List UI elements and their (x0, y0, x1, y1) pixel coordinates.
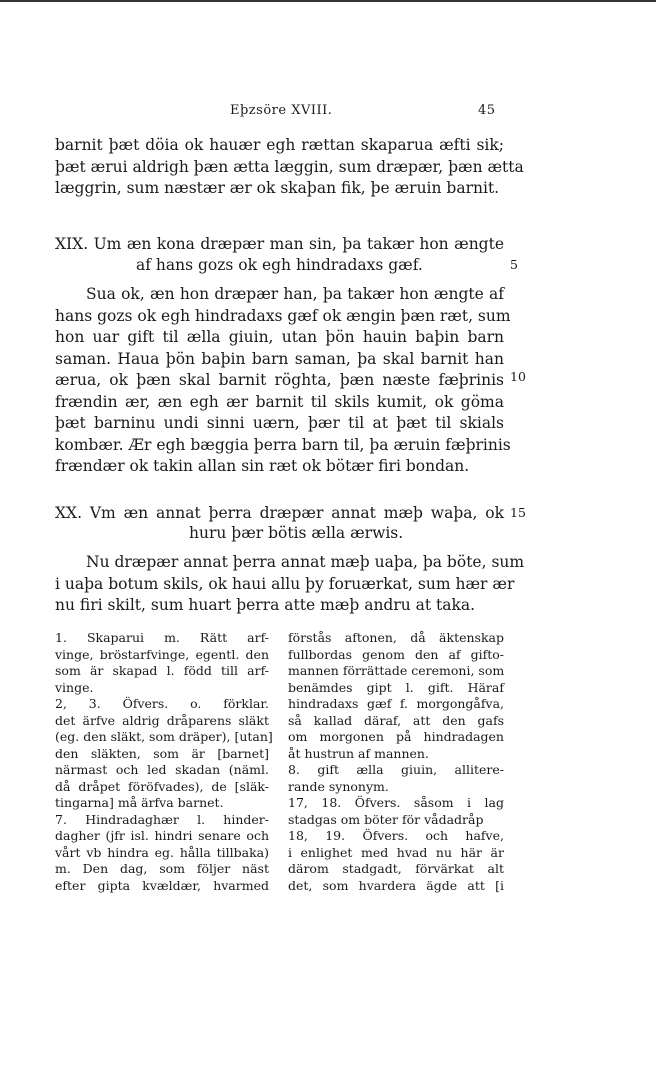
text-line: Nu dræpær annat þerra annat mæþ uaþa, þa böte, sum (86, 553, 525, 571)
footnote-line: som är skapad l. född till arf- (55, 663, 269, 678)
footnote-line: mannen förrättade ceremoni, som (288, 663, 505, 678)
footnotes-right-column (288, 630, 504, 894)
footnote-line: åt hustrun af mannen. (288, 745, 429, 761)
page-number: 45 (478, 103, 496, 118)
footnote-line: 1. Skaparui m. Rätt arf- (55, 630, 269, 645)
heading-text: XIX. Um æn kona dræpær man sin, þa takær hon ængte (55, 235, 504, 253)
text-line: frændær ok takin allan sin ræt ok bötær firi bondan. (55, 457, 470, 475)
text-line: þæt ærui aldrigh þæn ætta læggin, sum dræpær, þæn ætta (55, 157, 524, 176)
footnote-line: hindradaxs gæf f. morgongåfva, (288, 696, 504, 711)
footnote-line: det ärfve aldrig dråparens släkt (55, 712, 269, 728)
footnote-line: m. Den dag, som följer näst (55, 861, 269, 876)
footnote-line: 8. gift ælla giuin, allitere- (288, 762, 504, 777)
heading-text: XX. Vm æn annat þerra dræpær annat mæþ waþa, ok (55, 504, 504, 522)
text-line: hans gozs ok egh hindradaxs gæf ok ængin þæn ræt, sum (55, 306, 511, 325)
footnote-line: om morgonen på hindradagen (288, 729, 504, 744)
footnote-line: vinge. (55, 679, 94, 695)
footnote-line: 7. Hindradaghær l. hinder- (55, 811, 269, 827)
footnote-line: benämdes gipt l. gift. Häraf (288, 679, 504, 695)
footnote-line: därom stadgadt, förvärkat alt (288, 861, 504, 876)
text-line: kombær. Ær egh bæggia þerra barn til, þa æruin fæþrinis (55, 435, 511, 454)
footnote-line: det, som hvardera ägde att [i (288, 877, 504, 893)
line-number-5: 5 (510, 257, 518, 272)
footnote-line: den släkten, som är [barnet] (55, 745, 269, 761)
footnotes-left-column (55, 630, 273, 894)
section-20-heading-line-1 (55, 503, 504, 525)
footnote-line: dagher (jfr isl. hindri senare och (55, 828, 269, 843)
footnote-line: rande synonym. (288, 778, 389, 794)
footnote-line: förstås aftonen, då äktenskap (288, 630, 504, 645)
section-20-body (55, 552, 525, 617)
footnote-line: närmast och led skadan (näml. (55, 762, 269, 777)
footnote-line: tingarna] må ärfva barnet. (55, 795, 224, 810)
footnote-line: fullbordas genom den af gifto- (288, 646, 504, 662)
text-line: læggrin, sum næstær ær ok skaþan fik, þe æruin barnit. (55, 179, 500, 197)
text-line: nu firi skilt, sum huart þerra atte mæþ andru at taka. (55, 596, 476, 614)
intro-paragraph (55, 135, 524, 200)
text-line: frændin ær, æn egh ær barnit til skils kumit, ok göma (55, 392, 504, 411)
footnote-line: då dråpet föröfvades), de [släk- (55, 778, 269, 794)
line-number-15: 15 (510, 505, 526, 520)
footnote-line: så kallad däraf, att den gafs (288, 712, 504, 728)
section-19-body (55, 284, 511, 478)
text-line: barnit þæt döia ok hauær egh rættan skaparua æfti sik; (55, 136, 504, 154)
footnote-line: 18, 19. Öfvers. och hafve, (288, 828, 504, 843)
footnote-line: stadgas om böter för vådadråp (288, 811, 484, 827)
text-line: hon uar gift til ælla giuin, utan þön hauin baþin barn (55, 328, 504, 346)
footnote-line: vårt vb hindra eg. hålla tillbaka) (55, 844, 269, 860)
footnote-line: i enlighet med hvad nu här är (288, 844, 504, 860)
footnote-line: 17, 18. Öfvers. såsom i lag (288, 795, 504, 810)
text-line: ærua, ok þæn skal barnit röghta, þæn næste fæþrinis (55, 371, 504, 389)
text-line: saman. Haua þön baþin barn saman, þa skal barnit han (55, 349, 504, 368)
footnote-line: vinge, bröstarfvinge, egentl. den (55, 646, 269, 662)
section-20-heading-line-2: huru þær bötis ælla ærwis. (189, 524, 404, 542)
page-top-rule (0, 0, 656, 2)
footnote-line: 2, 3. Öfvers. o. förklar. (55, 696, 269, 711)
footnote-line: (eg. den släkt, som dräper), [utan] (55, 729, 273, 744)
section-19-heading-line-2: af hans gozs ok egh hindradaxs gæf. (136, 256, 423, 274)
section-19-heading-line-1 (55, 234, 504, 256)
text-line: i uaþa botum skils, ok haui allu þy foruærkat, sum hær ær (55, 574, 515, 593)
line-number-10: 10 (510, 369, 526, 384)
text-line: Sua ok, æn hon dræpær han, þa takær hon ængte af (86, 285, 504, 303)
running-header-title: Eþzsöre XVIII. (230, 103, 333, 118)
footnote-line: efter gipta kvældær, hvarmed (55, 877, 269, 893)
text-line: þæt barninu undi sinni uærn, þær til at þæt til skials (55, 414, 504, 432)
